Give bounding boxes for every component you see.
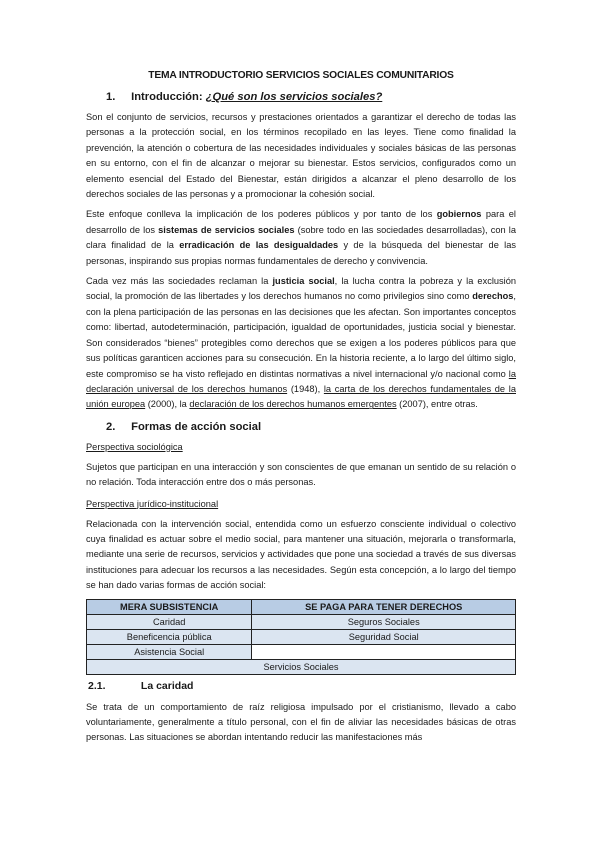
table-cell: Seguridad Social (252, 629, 516, 644)
section-1-question: ¿Qué son los servicios sociales? (205, 91, 383, 103)
table-header-row (87, 599, 516, 614)
table-footer-cell: Servicios Sociales (87, 659, 516, 674)
paragraph-4: Sujetos que participan en una interacción y son conscientes de que emanan un sentido de su relación o no relación. Toda interacción entre dos o más personas. (86, 461, 516, 488)
document-title: TEMA INTRODUCTORIO SERVICIOS SOCIALES COMUNITARIOS (148, 70, 454, 81)
section-2-1-heading (88, 680, 516, 692)
p3-text-6: (2007), entre otras. (396, 399, 478, 410)
section-1-label: Introducción: (131, 91, 203, 103)
p3-text-4: (1948), (287, 383, 324, 394)
table-cell: Asistencia Social (87, 644, 252, 659)
p2-text-1: Este enfoque conlleva la implicación de los poderes públicos y por tanto de los (86, 209, 437, 220)
paragraph-1: Son el conjunto de servicios, recursos y prestaciones orientados a garantizar el derecho de todas las personas a la protección social, en los términos recopilado en las leyes. Tiene como finalidad la prevención, la atención o cobertura de las necesidades individuales y sociales básicas de las personas en su entorno, con el fin de alcanzar o mejorar su bienestar. Estos servicios, configurados como un elemento esencial del Estado del Bienestar, están dirigidos a alcanzar el pleno desarrollo de los derechos sociales de las personas y a promocionar la cohesión social. (86, 112, 516, 200)
p2-bold-sistemas: sistemas de servicios sociales (158, 224, 295, 235)
p3-text-3: , con la plena participación de las personas en las decisiones que les afectan. Son importantes conceptos como: libertad, autodeterminación, participación, igualdad de oportunidades, justicia social y bienestar. Son considerados “bienes” protegibles como derechos que se exigen a los poderes públicos para que sus políticas garanticen acciones para su consecución. En la historia reciente, a lo largo del último siglo, este compromiso se ha visto reflejado en distintas normativas a nivel internacional y/o nacional como (86, 291, 516, 379)
section-2-1-number: 2.1. (88, 679, 106, 692)
table-row (87, 644, 516, 659)
p2-text-2: para el desarrollo de los (86, 209, 516, 235)
p2-bold-gobiernos: gobiernos (436, 209, 482, 220)
forms-table (86, 599, 516, 675)
document-content (86, 70, 516, 751)
table-header-cell: MERA SUBSISTENCIA (87, 599, 252, 614)
link-carta-derechos-ue[interactable]: la carta de los derechos fundamentales de la unión europea (86, 383, 516, 410)
section-2-number: 2. (106, 420, 116, 433)
table-row (87, 614, 516, 629)
p2-bold-erradicacion: erradicación de las desigualdades (179, 240, 339, 251)
section-2-label: Formas de acción social (131, 420, 262, 433)
section-2-heading (106, 421, 516, 433)
subheading-juridico: Perspectiva jurídico-institucional (86, 498, 219, 509)
p3-bold-derechos: derechos (472, 291, 514, 302)
p3-text-1: Cada vez más las sociedades reclaman la (86, 276, 273, 287)
paragraph-6: Se trata de un comportamiento de raíz religiosa impulsado por el cristianismo, llevado a cabo voluntariamente, generalmente a título personal, con el fin de aliviar las necesidades básicas de otras personas. Las situaciones se abordan intentando reducir las manifestaciones más (86, 701, 516, 743)
table-footer-row (87, 659, 516, 674)
paragraph-5: Relacionada con la intervención social, entendida como un esfuerzo consciente individual o colectivo cuya finalidad es actuar sobre el medio social, para mantener una situación, mejorarla o transformarla, mediante una serie de recursos, servicios y actividades que pone una sociedad a través de sus diversas instituciones para adecuar los recursos a las necesidades. Según esta concepción, a lo largo del tiempo se han dado varias formas de acción social: (86, 518, 516, 591)
link-declaracion-universal[interactable]: la declaración universal de los derechos humanos (86, 368, 516, 394)
p2-text-3: (sobre todo en las sociedades desarrolladas), con la clara finalidad de la (86, 224, 516, 251)
p3-text-5: (2000), la (145, 399, 190, 410)
table-cell-empty (252, 644, 516, 659)
table-cell: Seguros Sociales (252, 614, 516, 629)
paragraph-2 (86, 207, 516, 269)
paragraph-3 (86, 274, 516, 413)
table-cell: Beneficencia pública (87, 629, 252, 644)
p3-text-2: , la lucha contra la pobreza y la exclusión social, la promoción de las libertades y los derechos humanos no como privilegios sino como (86, 276, 516, 302)
table-row (87, 629, 516, 644)
section-2-1-label: La caridad (140, 679, 194, 692)
section-1-number: 1. (106, 91, 116, 103)
link-declaracion-emergentes[interactable]: declaración de los derechos humanos emergentes (189, 399, 397, 410)
subheading-sociologica: Perspectiva sociológica (86, 441, 183, 452)
section-1-heading (106, 91, 516, 103)
table-cell: Caridad (87, 614, 252, 629)
p2-text-4: y de la búsqueda del bienestar de las personas, inspirando sus propias normas fundamentales de derecho y convivencia. (86, 240, 516, 266)
p3-bold-justicia: justicia social (272, 276, 335, 287)
table-header-cell: SE PAGA PARA TENER DERECHOS (252, 599, 516, 614)
